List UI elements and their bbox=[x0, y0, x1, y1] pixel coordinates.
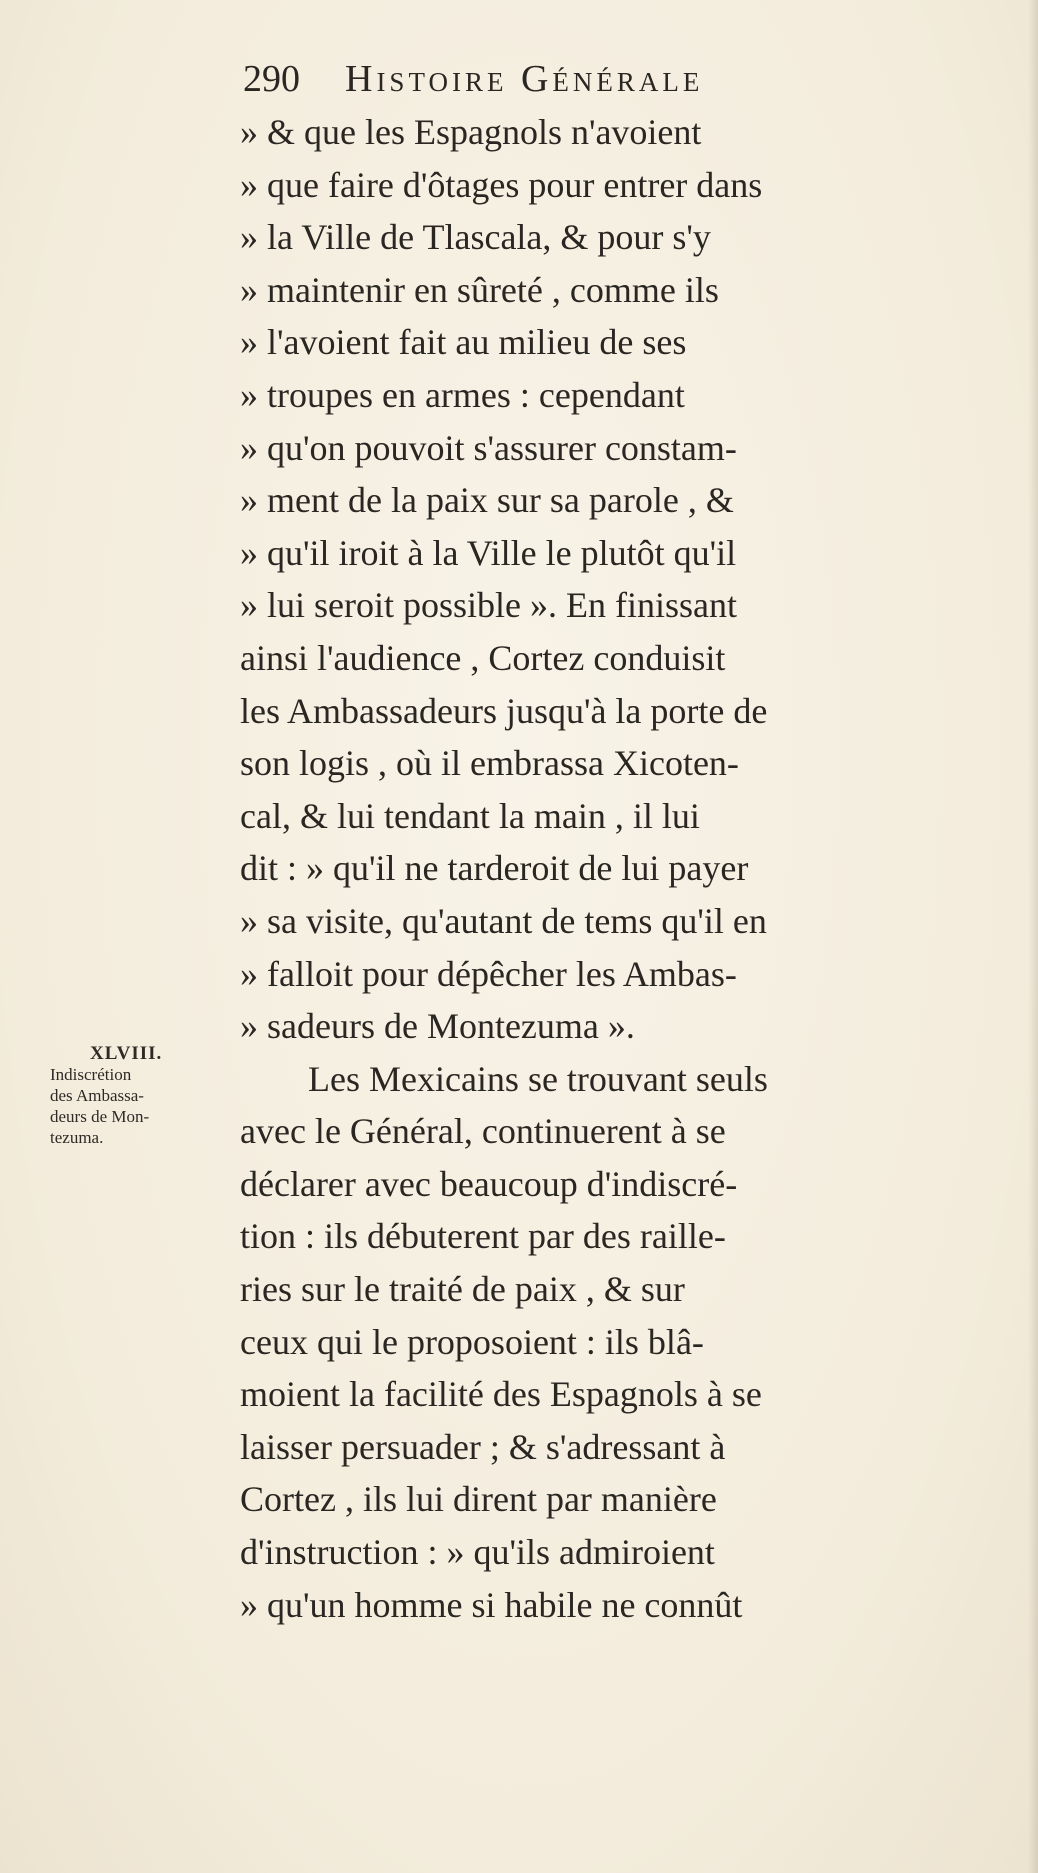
text-line: » la Ville de Tlascala, & pour s'y bbox=[240, 217, 711, 258]
body-text bbox=[240, 106, 960, 1631]
text-line: ainsi l'audience , Cortez conduisit bbox=[240, 637, 726, 678]
page-header bbox=[243, 54, 903, 104]
text-line: tion : ils débuterent par des raille- bbox=[240, 1216, 726, 1257]
text-line: » troupes en armes : cependant bbox=[240, 374, 685, 415]
text-line: » & que les Espagnols n'avoient bbox=[240, 112, 702, 152]
text-line: moient la facilité des Espagnols à se bbox=[240, 1374, 762, 1415]
margin-note-number: XLVIII. bbox=[90, 1043, 163, 1064]
text-line: laisser persuader ; & s'adressant à bbox=[240, 1426, 726, 1467]
text-line: cal, & lui tendant la main , il lui bbox=[240, 795, 700, 836]
margin-note-line: deurs de Mon- bbox=[50, 1107, 150, 1126]
text-line: » que faire d'ôtages pour entrer dans bbox=[240, 164, 763, 205]
margin-note-line: des Ambassa- bbox=[50, 1086, 144, 1105]
text-line: Cortez , ils lui dirent par manière bbox=[240, 1479, 717, 1520]
text-line: » sa visite, qu'autant de tems qu'il en bbox=[240, 900, 767, 941]
text-line: son logis , où il embrassa Xicoten- bbox=[240, 743, 739, 784]
text-line: » sadeurs de Montezuma ». bbox=[240, 1006, 635, 1047]
text-line: » qu'il iroit à la Ville le plutôt qu'il bbox=[240, 532, 737, 573]
text-line: avec le Général, continuerent à se bbox=[240, 1111, 726, 1152]
text-line: les Ambassadeurs jusqu'à la porte de bbox=[240, 690, 768, 731]
text-line: » falloit pour dépêcher les Ambas- bbox=[240, 953, 737, 994]
text-line: » lui seroit possible ». En finissant bbox=[240, 585, 737, 626]
text-line: » maintenir en sûreté , comme ils bbox=[240, 269, 719, 310]
text-line: dit : » qu'il ne tarderoit de lui payer bbox=[240, 848, 749, 889]
text-line: » ment de la paix sur sa parole , & bbox=[240, 480, 734, 521]
text-line: ries sur le traité de paix , & sur bbox=[240, 1269, 685, 1310]
margin-note-line: Indiscrétion bbox=[50, 1065, 132, 1084]
paragraph-start-line: Les Mexicains se trouvant seuls bbox=[308, 1058, 768, 1099]
text-line: » qu'un homme si habile ne connût bbox=[240, 1584, 743, 1625]
text-line: ceux qui le proposoient : ils blâ- bbox=[240, 1321, 704, 1362]
text-line: » l'avoient fait au milieu de ses bbox=[240, 322, 687, 363]
page-edge-shadow bbox=[1028, 0, 1038, 1873]
margin-note-line: tezuma. bbox=[50, 1128, 104, 1147]
margin-note bbox=[50, 1043, 240, 1148]
text-line: d'instruction : » qu'ils admiroient bbox=[240, 1532, 715, 1573]
page-number: 290 bbox=[243, 58, 300, 100]
text-line: déclarer avec beaucoup d'indiscré- bbox=[240, 1163, 738, 1204]
text-line: » qu'on pouvoit s'assurer constam- bbox=[240, 427, 737, 468]
running-title: Histoire Générale bbox=[345, 58, 704, 100]
